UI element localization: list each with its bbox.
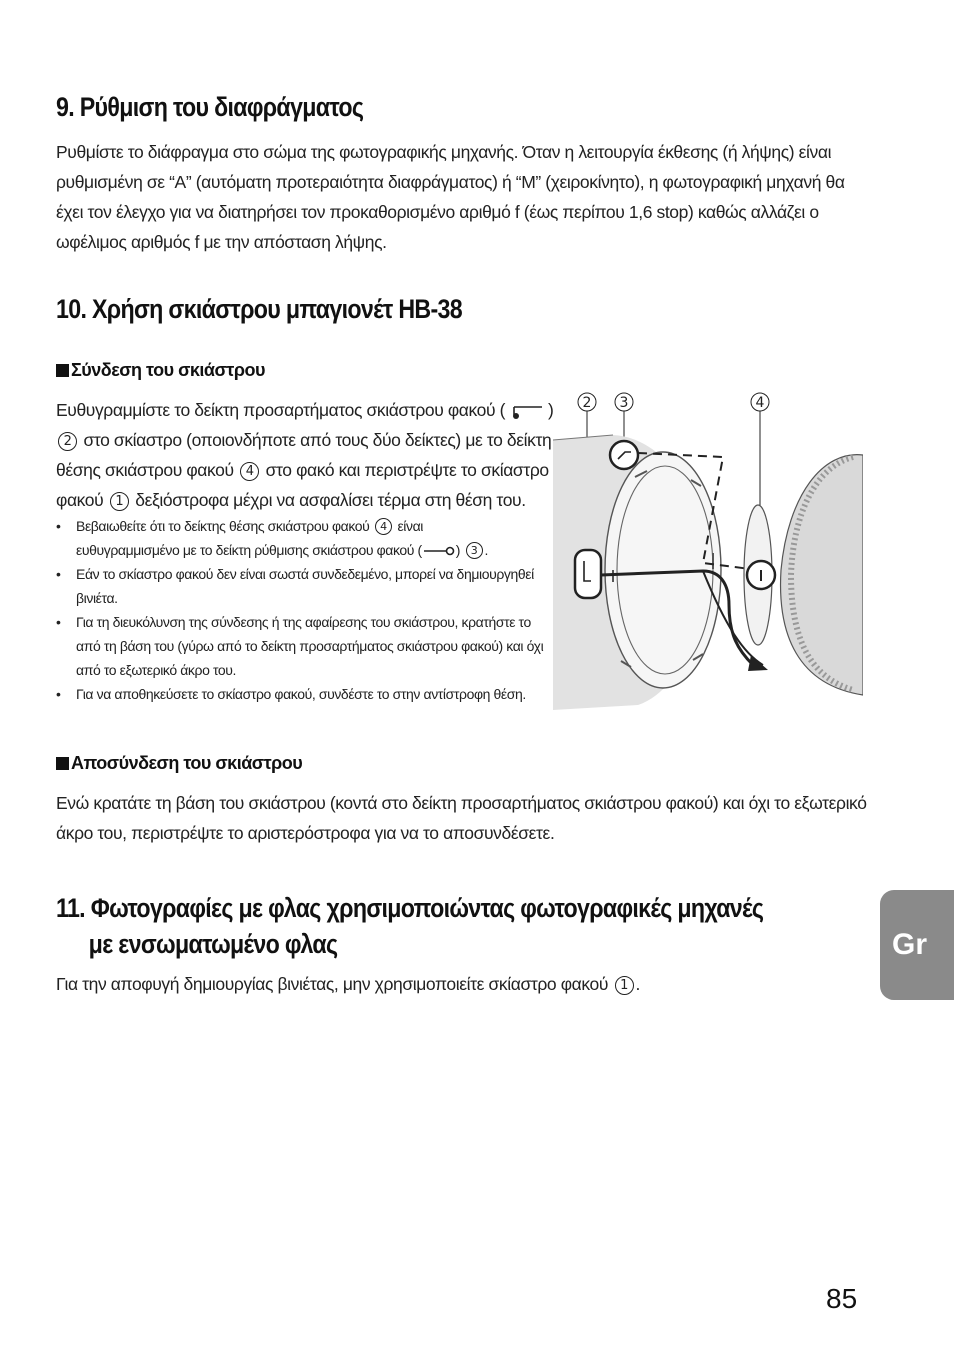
attach-subheading: Σύνδεση του σκιάστρου bbox=[56, 360, 265, 381]
attach-notes-list bbox=[56, 514, 551, 706]
svg-text:3: 3 bbox=[619, 395, 629, 411]
section-9-body: Ρυθμίστε το διάφραγμα στο σώμα της φωτογραφικής μηχανής. Όταν η λειτουργία έκθεσης (ή λήψης) είναι ρυθμισμένη σε “A” (αυτόματη προτεραιότητα διαφράγματος) ή “M” (χειροκίνητο), η φωτογραφική μηχανή θα έχει τον έλεγχο για να διατηρήσει τον προκαθορισμένο αριθμό f (έως περίπου 1,6 stop) καθώς αλλάζει ο ωφέλιμος αριθμός f με την απόσταση λήψης. bbox=[56, 142, 845, 252]
callout-4: 4 bbox=[375, 518, 392, 535]
callout-4: 4 bbox=[240, 462, 259, 481]
section-9-title: 9. Ρύθμιση του διαφράγματος bbox=[56, 92, 364, 122]
hood-attachment-index-icon bbox=[510, 401, 544, 421]
page-number: 85 bbox=[826, 1283, 858, 1314]
figure-label-4 bbox=[751, 393, 769, 411]
figure-label-2 bbox=[578, 393, 596, 411]
square-bullet-icon bbox=[56, 364, 69, 377]
attach-instructions: Ευθυγραμμίστε το δείκτη προσαρτήματος σκιάστρου φακού ( ) 2 στο σκίαστρο (οποιονδήποτε από τους δύο δείκτες) με το δείκτη θέσης σκιάστρου φακού 4 στο φακό και περιστρέψτε το σκίαστρο φακού 1 δεξιόστροφα μέχρι να ασφαλίσει τέρμα στη θέση του. bbox=[56, 400, 554, 510]
callout-1: 1 bbox=[110, 492, 129, 511]
svg-text:4: 4 bbox=[755, 395, 765, 411]
callout-1: 1 bbox=[615, 976, 634, 995]
svg-text:2: 2 bbox=[582, 395, 592, 411]
section-11-body: Για την αποφυγή δημιουργίας βινιέτας, μην χρησιμοποιείτε σκίαστρο φακού 1 . bbox=[56, 974, 640, 994]
lens-hood-diagram bbox=[553, 385, 863, 715]
language-tab: Gr bbox=[880, 890, 954, 1000]
figure-label-3 bbox=[615, 393, 633, 411]
list-item: • Για τη διευκόλυνση της σύνδεσης ή της αφαίρεσης του σκιάστρου, κρατήστε το από τη βάση του (γύρω από το δείκτη προσαρτήματος σκιάστρου φακού) και όχι από το εξωτερικό άκρο του. bbox=[56, 610, 551, 682]
list-item: • Εάν το σκίαστρο φακού δεν είναι σωστά συνδεδεμένο, μπορεί να δημιουργηθεί βινιέτα. bbox=[56, 562, 551, 610]
hood-setting-index-icon bbox=[422, 544, 456, 558]
list-item: • Βεβαιωθείτε ότι το δείκτης θέσης σκιάστρου φακού 4 είναι ευθυγραμμισμένο με το δείκτη ρύθμισης σκιάστρου φακού ( ) 3 . bbox=[56, 514, 551, 562]
detach-subheading: Αποσύνδεση του σκιάστρου bbox=[56, 753, 302, 774]
section-11-title: 11. Φωτογραφίες με φλας χρησιμοποιώντας φωτογραφικές μηχανές με ενσωματωμένο φλας bbox=[56, 893, 764, 959]
callout-2: 2 bbox=[58, 432, 77, 451]
callout-3: 3 bbox=[466, 542, 483, 559]
list-item: • Για να αποθηκεύσετε το σκίαστρο φακού, συνδέστε το στην αντίστροφη θέση. bbox=[56, 682, 551, 706]
square-bullet-icon bbox=[56, 757, 69, 770]
section-10-title: 10. Χρήση σκιάστρου μπαγιονέτ HB-38 bbox=[56, 294, 463, 324]
detach-body: Ενώ κρατάτε τη βάση του σκιάστρου (κοντά στο δείκτη προσαρτήματος σκιάστρου φακού) και όχι το εξωτερικό άκρο του, περιστρέψτε το αριστερόστροφα για να το αποσυνδέσετε. bbox=[56, 793, 867, 843]
